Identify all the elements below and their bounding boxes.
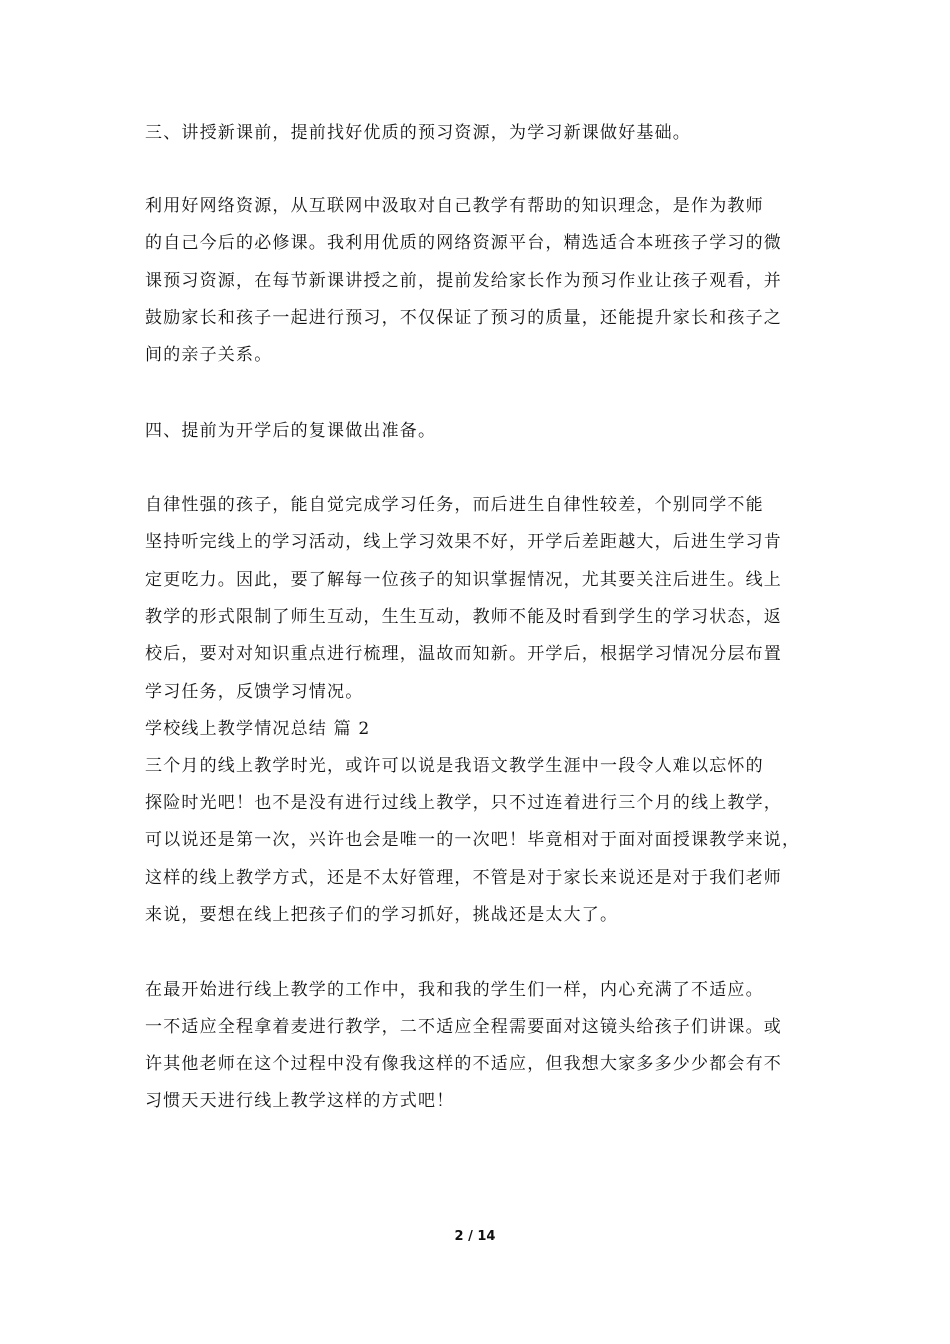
paragraph-line: 许其他老师在这个过程中没有像我这样的不适应，但我想大家多多少少都会有不 xyxy=(145,1054,782,1074)
paragraph-line: 一不适应全程拿着麦进行教学，二不适应全程需要面对这镜头给孩子们讲课。或 xyxy=(145,1017,782,1037)
paragraph-line: 利用好网络资源，从互联网中汲取对自己教学有帮助的知识理念，是作为教师 xyxy=(145,196,764,216)
page-number: 2 / 14 xyxy=(454,1229,496,1244)
paragraph-line: 这样的线上教学方式，还是不太好管理，不管是对于家长来说还是对于我们老师 xyxy=(145,868,782,888)
paragraph-line: 坚持听完线上的学习活动，线上学习效果不好，开学后差距越大，后进生学习肯 xyxy=(145,532,782,552)
paragraph-line: 习惯天天进行线上教学这样的方式吧！ xyxy=(145,1091,455,1111)
paragraph-line: 课预习资源，在每节新课讲授之前，提前发给家长作为预习作业让孩子观看，并 xyxy=(145,271,782,291)
paragraph-line: 教学的形式限制了师生互动，生生互动，教师不能及时看到学生的学习状态，返 xyxy=(145,607,782,627)
paragraph-line: 在最开始进行线上教学的工作中，我和我的学生们一样，内心充满了不适应。 xyxy=(145,980,764,1000)
paragraph-line: 可以说还是第一次，兴许也会是唯一的一次吧！毕竟相对于面对面授课教学来说， xyxy=(145,830,801,850)
heading-section-3: 三、讲授新课前，提前找好优质的预习资源，为学习新课做好基础。 xyxy=(145,123,691,143)
section-title-part-2: 学校线上教学情况总结 篇 2 xyxy=(145,719,371,739)
paragraph-line: 定更吃力。因此，要了解每一位孩子的知识掌握情况，尤其要关注后进生。线上 xyxy=(145,570,782,590)
paragraph-line: 探险时光吧！也不是没有进行过线上教学，只不过连着进行三个月的线上教学， xyxy=(145,793,782,813)
paragraph-line: 的自己今后的必修课。我利用优质的网络资源平台，精选适合本班孩子学习的微 xyxy=(145,233,782,253)
heading-section-4: 四、提前为开学后的复课做出准备。 xyxy=(145,421,437,441)
paragraph-line: 三个月的线上教学时光，或许可以说是我语文教学生涯中一段令人难以忘怀的 xyxy=(145,756,764,776)
paragraph-line: 校后，要对对知识重点进行梳理，温故而知新。开学后，根据学习情况分层布置 xyxy=(145,644,782,664)
paragraph-line: 自律性强的孩子，能自觉完成学习任务，而后进生自律性较差，个别同学不能 xyxy=(145,495,764,515)
paragraph-line: 鼓励家长和孩子一起进行预习，不仅保证了预习的质量，还能提升家长和孩子之 xyxy=(145,308,782,328)
paragraph-line: 来说，要想在线上把孩子们的学习抓好，挑战还是太大了。 xyxy=(145,905,619,925)
paragraph-line: 间的亲子关系。 xyxy=(145,345,273,365)
paragraph-line: 学习任务，反馈学习情况。 xyxy=(145,682,364,702)
